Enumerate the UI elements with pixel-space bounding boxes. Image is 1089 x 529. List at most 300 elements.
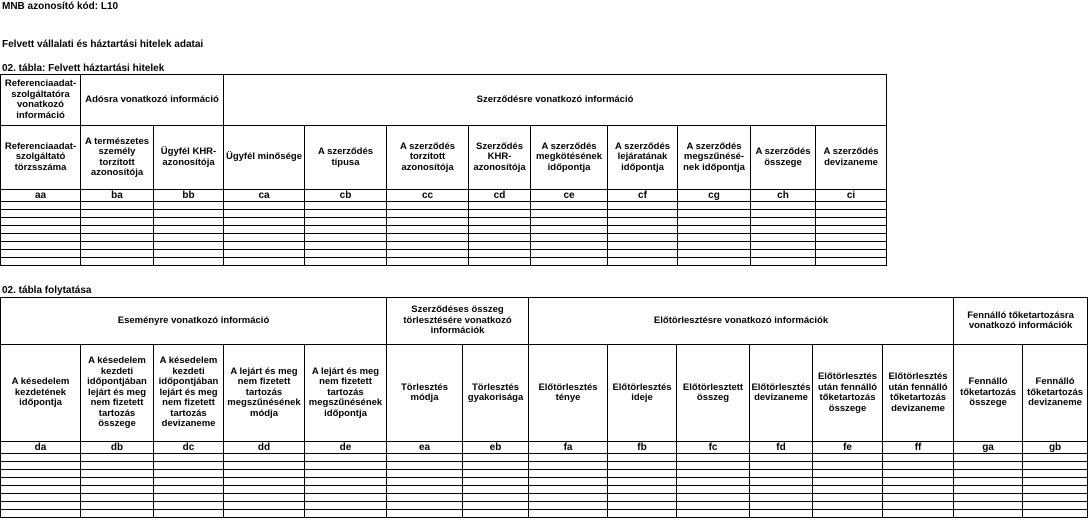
empty-cell (816, 202, 887, 210)
table2-title: 02. tábla folytatása (2, 285, 92, 296)
empty-cell (463, 478, 529, 486)
group-contract: Szerződésre vonatkozó információ (224, 75, 887, 126)
empty-cell (469, 210, 531, 218)
column-header: Ügyfél KHR-azonosítója (154, 126, 224, 190)
empty-cell (469, 242, 531, 250)
empty-cell (750, 502, 813, 510)
empty-cell (1023, 494, 1088, 502)
empty-cell (81, 502, 154, 510)
column-header: A lejárt és meg nem fizetett tartozás megszűnésének időpontja (305, 345, 387, 442)
empty-cell (305, 218, 387, 226)
table-row (1, 210, 887, 218)
column-code: fd (750, 442, 813, 454)
column-code: fa (529, 442, 608, 454)
empty-cell (1, 242, 81, 250)
table1-title: 02. tábla: Felvett háztartási hitelek (2, 63, 165, 74)
empty-cell (387, 258, 469, 266)
empty-cell (883, 470, 954, 478)
empty-cell (608, 510, 677, 518)
empty-cell (677, 454, 750, 462)
group-reference-provider: Referenciaadat-szolgáltatóra vonatkozó információ (1, 75, 81, 126)
empty-cell (750, 494, 813, 502)
empty-cell (224, 510, 305, 518)
table-row (1, 226, 887, 234)
empty-cell (608, 250, 678, 258)
empty-cell (224, 478, 305, 486)
empty-cell (81, 202, 154, 210)
empty-cell (1, 470, 81, 478)
column-code: gb (1023, 442, 1088, 454)
table2-body (1, 454, 1088, 518)
empty-cell (883, 486, 954, 494)
empty-cell (531, 242, 608, 250)
column-code: cc (387, 190, 469, 202)
empty-cell (813, 502, 883, 510)
empty-cell (387, 510, 463, 518)
column-header: A késedelem kezdetének időpontja (1, 345, 81, 442)
empty-cell (1023, 486, 1088, 494)
empty-cell (81, 494, 154, 502)
empty-cell (1, 462, 81, 470)
empty-cell (1, 218, 81, 226)
empty-cell (813, 454, 883, 462)
document-title: Felvett vállalati és háztartási hitelek adatai (2, 39, 204, 50)
empty-cell (677, 486, 750, 494)
empty-cell (678, 234, 751, 242)
empty-cell (677, 510, 750, 518)
empty-cell (813, 510, 883, 518)
empty-cell (954, 494, 1023, 502)
empty-cell (954, 486, 1023, 494)
column-header: Szerződés KHR-azonosítója (469, 126, 531, 190)
table-row (1, 478, 1088, 486)
empty-cell (305, 454, 387, 462)
empty-cell (813, 478, 883, 486)
empty-cell (81, 242, 154, 250)
column-code: ea (387, 442, 463, 454)
empty-cell (608, 486, 677, 494)
group-debtor: Adósra vonatkozó információ (81, 75, 224, 126)
empty-cell (224, 250, 305, 258)
column-code: bb (154, 190, 224, 202)
empty-cell (81, 478, 154, 486)
empty-cell (224, 226, 305, 234)
empty-cell (608, 258, 678, 266)
empty-cell (154, 258, 224, 266)
empty-cell (816, 234, 887, 242)
empty-cell (677, 478, 750, 486)
empty-cell (1, 478, 81, 486)
empty-cell (883, 454, 954, 462)
column-header: Előtörlesztett összeg (677, 345, 750, 442)
empty-cell (531, 234, 608, 242)
empty-cell (813, 494, 883, 502)
empty-cell (608, 242, 678, 250)
empty-cell (1, 234, 81, 242)
empty-cell (750, 478, 813, 486)
empty-cell (154, 202, 224, 210)
empty-cell (816, 218, 887, 226)
empty-cell (608, 502, 677, 510)
column-header: Törlesztés gyakorisága (463, 345, 529, 442)
column-header: A szerződés devizaneme (816, 126, 887, 190)
table-households (0, 74, 887, 266)
empty-cell (81, 486, 154, 494)
empty-cell (608, 478, 677, 486)
group-repayment: Szerződéses összeg törlesztésére vonatkozó információk (387, 298, 529, 345)
empty-cell (678, 202, 751, 210)
empty-cell (608, 234, 678, 242)
empty-cell (677, 462, 750, 470)
empty-cell (305, 462, 387, 470)
empty-cell (1, 250, 81, 258)
empty-cell (154, 510, 224, 518)
empty-cell (469, 234, 531, 242)
column-header: Ügyfél minősége (224, 126, 305, 190)
column-header: Előtörlesztés devizaneme (750, 345, 813, 442)
empty-cell (305, 242, 387, 250)
empty-cell (154, 226, 224, 234)
empty-cell (154, 242, 224, 250)
empty-cell (463, 462, 529, 470)
empty-cell (529, 462, 608, 470)
empty-cell (678, 218, 751, 226)
group-outstanding-principal: Fennálló tőketartozásra vonatkozó információk (954, 298, 1088, 345)
column-code: ga (954, 442, 1023, 454)
empty-cell (1, 226, 81, 234)
table-row (1, 502, 1088, 510)
empty-cell (816, 242, 887, 250)
empty-cell (305, 510, 387, 518)
empty-cell (224, 258, 305, 266)
empty-cell (678, 210, 751, 218)
empty-cell (813, 470, 883, 478)
empty-cell (305, 202, 387, 210)
column-code: ba (81, 190, 154, 202)
empty-cell (529, 510, 608, 518)
column-header: Előtörlesztés után fennálló tőketartozás összege (813, 345, 883, 442)
empty-cell (608, 202, 678, 210)
column-header: Előtörlesztés ideje (608, 345, 677, 442)
empty-cell (224, 234, 305, 242)
empty-cell (678, 242, 751, 250)
empty-cell (224, 470, 305, 478)
column-header: A késedelem kezdeti időpontjában lejárt és meg nem fizetett tartozás összege (81, 345, 154, 442)
empty-cell (954, 510, 1023, 518)
empty-cell (463, 502, 529, 510)
empty-cell (224, 202, 305, 210)
empty-cell (387, 250, 469, 258)
empty-cell (1023, 454, 1088, 462)
empty-cell (531, 250, 608, 258)
column-header: A szerződés lejáratának időpontja (608, 126, 678, 190)
empty-cell (387, 202, 469, 210)
empty-cell (1023, 470, 1088, 478)
empty-cell (529, 502, 608, 510)
empty-cell (529, 494, 608, 502)
empty-cell (387, 218, 469, 226)
empty-cell (154, 210, 224, 218)
column-code: da (1, 442, 81, 454)
empty-cell (463, 486, 529, 494)
empty-cell (81, 226, 154, 234)
empty-cell (154, 218, 224, 226)
empty-cell (883, 510, 954, 518)
table-households-continued (0, 297, 1088, 518)
empty-cell (387, 486, 463, 494)
empty-cell (387, 462, 463, 470)
column-code: db (81, 442, 154, 454)
table-row (1, 258, 887, 266)
empty-cell (751, 242, 816, 250)
empty-cell (387, 242, 469, 250)
empty-cell (81, 210, 154, 218)
empty-cell (678, 258, 751, 266)
empty-cell (883, 502, 954, 510)
empty-cell (813, 486, 883, 494)
column-header: Fennálló tőketartozás devizaneme (1023, 345, 1088, 442)
empty-cell (463, 510, 529, 518)
empty-cell (751, 226, 816, 234)
empty-cell (529, 470, 608, 478)
empty-cell (305, 502, 387, 510)
empty-cell (154, 486, 224, 494)
group-prepayment: Előtörlesztésre vonatkozó információk (529, 298, 954, 345)
column-code: ci (816, 190, 887, 202)
empty-cell (1, 202, 81, 210)
column-code: cb (305, 190, 387, 202)
empty-cell (463, 470, 529, 478)
empty-cell (954, 502, 1023, 510)
table-row (1, 202, 887, 210)
column-code: fc (677, 442, 750, 454)
empty-cell (883, 462, 954, 470)
empty-cell (305, 210, 387, 218)
empty-cell (750, 486, 813, 494)
empty-cell (751, 258, 816, 266)
empty-cell (387, 478, 463, 486)
empty-cell (387, 494, 463, 502)
empty-cell (81, 218, 154, 226)
column-header: A szerződés összege (751, 126, 816, 190)
empty-cell (954, 470, 1023, 478)
empty-cell (469, 202, 531, 210)
empty-cell (531, 202, 608, 210)
empty-cell (677, 494, 750, 502)
empty-cell (387, 470, 463, 478)
column-code: ch (751, 190, 816, 202)
empty-cell (816, 210, 887, 218)
column-header: Referenciaadat-szolgáltató törzsszáma (1, 126, 81, 190)
empty-cell (224, 494, 305, 502)
table-row (1, 454, 1088, 462)
empty-cell (883, 494, 954, 502)
empty-cell (1023, 510, 1088, 518)
empty-cell (154, 250, 224, 258)
empty-cell (387, 210, 469, 218)
column-code: dd (224, 442, 305, 454)
empty-cell (1, 258, 81, 266)
column-code: ce (531, 190, 608, 202)
column-code: cf (608, 190, 678, 202)
empty-cell (81, 234, 154, 242)
empty-cell (608, 454, 677, 462)
empty-cell (469, 250, 531, 258)
empty-cell (529, 478, 608, 486)
column-code: cg (678, 190, 751, 202)
empty-cell (678, 226, 751, 234)
column-header: A lejárt és meg nem fizetett tartozás megszűnésének módja (224, 345, 305, 442)
empty-cell (816, 226, 887, 234)
column-code: ca (224, 190, 305, 202)
empty-cell (224, 210, 305, 218)
empty-cell (305, 494, 387, 502)
empty-cell (750, 510, 813, 518)
empty-cell (1, 510, 81, 518)
empty-cell (81, 462, 154, 470)
empty-cell (387, 234, 469, 242)
empty-cell (608, 470, 677, 478)
table-row (1, 242, 887, 250)
empty-cell (751, 250, 816, 258)
empty-cell (677, 470, 750, 478)
empty-cell (81, 258, 154, 266)
empty-cell (1, 454, 81, 462)
empty-cell (154, 462, 224, 470)
empty-cell (531, 218, 608, 226)
column-header: A késedelem kezdeti időpontjában lejárt és meg nem fizetett tartozás devizaneme (154, 345, 224, 442)
empty-cell (224, 218, 305, 226)
empty-cell (751, 202, 816, 210)
column-code: ff (883, 442, 954, 454)
empty-cell (529, 454, 608, 462)
empty-cell (813, 462, 883, 470)
empty-cell (954, 454, 1023, 462)
column-header: A szerződés megszűnésé-nek időpontja (678, 126, 751, 190)
empty-cell (469, 226, 531, 234)
empty-cell (305, 486, 387, 494)
empty-cell (224, 454, 305, 462)
empty-cell (1, 494, 81, 502)
empty-cell (81, 454, 154, 462)
empty-cell (224, 486, 305, 494)
column-header: Előtörlesztés ténye (529, 345, 608, 442)
empty-cell (608, 462, 677, 470)
empty-cell (531, 210, 608, 218)
empty-cell (608, 226, 678, 234)
empty-cell (305, 478, 387, 486)
empty-cell (751, 218, 816, 226)
empty-cell (678, 250, 751, 258)
empty-cell (387, 226, 469, 234)
empty-cell (463, 494, 529, 502)
empty-cell (816, 250, 887, 258)
column-header: A szerződés torzított azonosítója (387, 126, 469, 190)
empty-cell (1, 502, 81, 510)
column-code: fb (608, 442, 677, 454)
table-row (1, 494, 1088, 502)
empty-cell (154, 234, 224, 242)
empty-cell (883, 478, 954, 486)
table-row (1, 234, 887, 242)
empty-cell (1, 486, 81, 494)
empty-cell (81, 510, 154, 518)
column-header: A szerződés típusa (305, 126, 387, 190)
table-row (1, 486, 1088, 494)
empty-cell (751, 234, 816, 242)
column-header: Törlesztés módja (387, 345, 463, 442)
empty-cell (154, 478, 224, 486)
empty-cell (954, 462, 1023, 470)
table1-body (1, 202, 887, 266)
table-row (1, 250, 887, 258)
empty-cell (750, 462, 813, 470)
empty-cell (154, 502, 224, 510)
column-header: A szerződés megkötésének időpontja (531, 126, 608, 190)
empty-cell (463, 454, 529, 462)
empty-cell (224, 502, 305, 510)
empty-cell (154, 470, 224, 478)
column-code: de (305, 442, 387, 454)
empty-cell (305, 470, 387, 478)
column-code: dc (154, 442, 224, 454)
empty-cell (1, 210, 81, 218)
empty-cell (305, 234, 387, 242)
empty-cell (816, 258, 887, 266)
column-code: cd (469, 190, 531, 202)
empty-cell (154, 494, 224, 502)
empty-cell (608, 210, 678, 218)
empty-cell (529, 486, 608, 494)
empty-cell (750, 454, 813, 462)
empty-cell (608, 494, 677, 502)
mnb-code: MNB azonosító kód: L10 (2, 1, 119, 12)
empty-cell (469, 258, 531, 266)
empty-cell (531, 226, 608, 234)
column-code: aa (1, 190, 81, 202)
empty-cell (387, 454, 463, 462)
empty-cell (1023, 478, 1088, 486)
group-event: Eseményre vonatkozó információ (1, 298, 387, 345)
empty-cell (531, 258, 608, 266)
empty-cell (224, 462, 305, 470)
empty-cell (81, 250, 154, 258)
empty-cell (750, 470, 813, 478)
column-header: Fennálló tőketartozás összege (954, 345, 1023, 442)
empty-cell (677, 502, 750, 510)
empty-cell (954, 478, 1023, 486)
empty-cell (608, 218, 678, 226)
empty-cell (751, 210, 816, 218)
empty-cell (305, 250, 387, 258)
empty-cell (154, 454, 224, 462)
empty-cell (305, 226, 387, 234)
table-row (1, 470, 1088, 478)
table-row (1, 462, 1088, 470)
empty-cell (469, 218, 531, 226)
empty-cell (305, 258, 387, 266)
table-row (1, 218, 887, 226)
column-header: A természetes személy torzított azonosítója (81, 126, 154, 190)
column-code: fe (813, 442, 883, 454)
column-code: eb (463, 442, 529, 454)
table-row (1, 510, 1088, 518)
empty-cell (81, 470, 154, 478)
empty-cell (224, 242, 305, 250)
empty-cell (387, 502, 463, 510)
empty-cell (1023, 462, 1088, 470)
column-header: Előtörlesztés után fennálló tőketartozás devizaneme (883, 345, 954, 442)
